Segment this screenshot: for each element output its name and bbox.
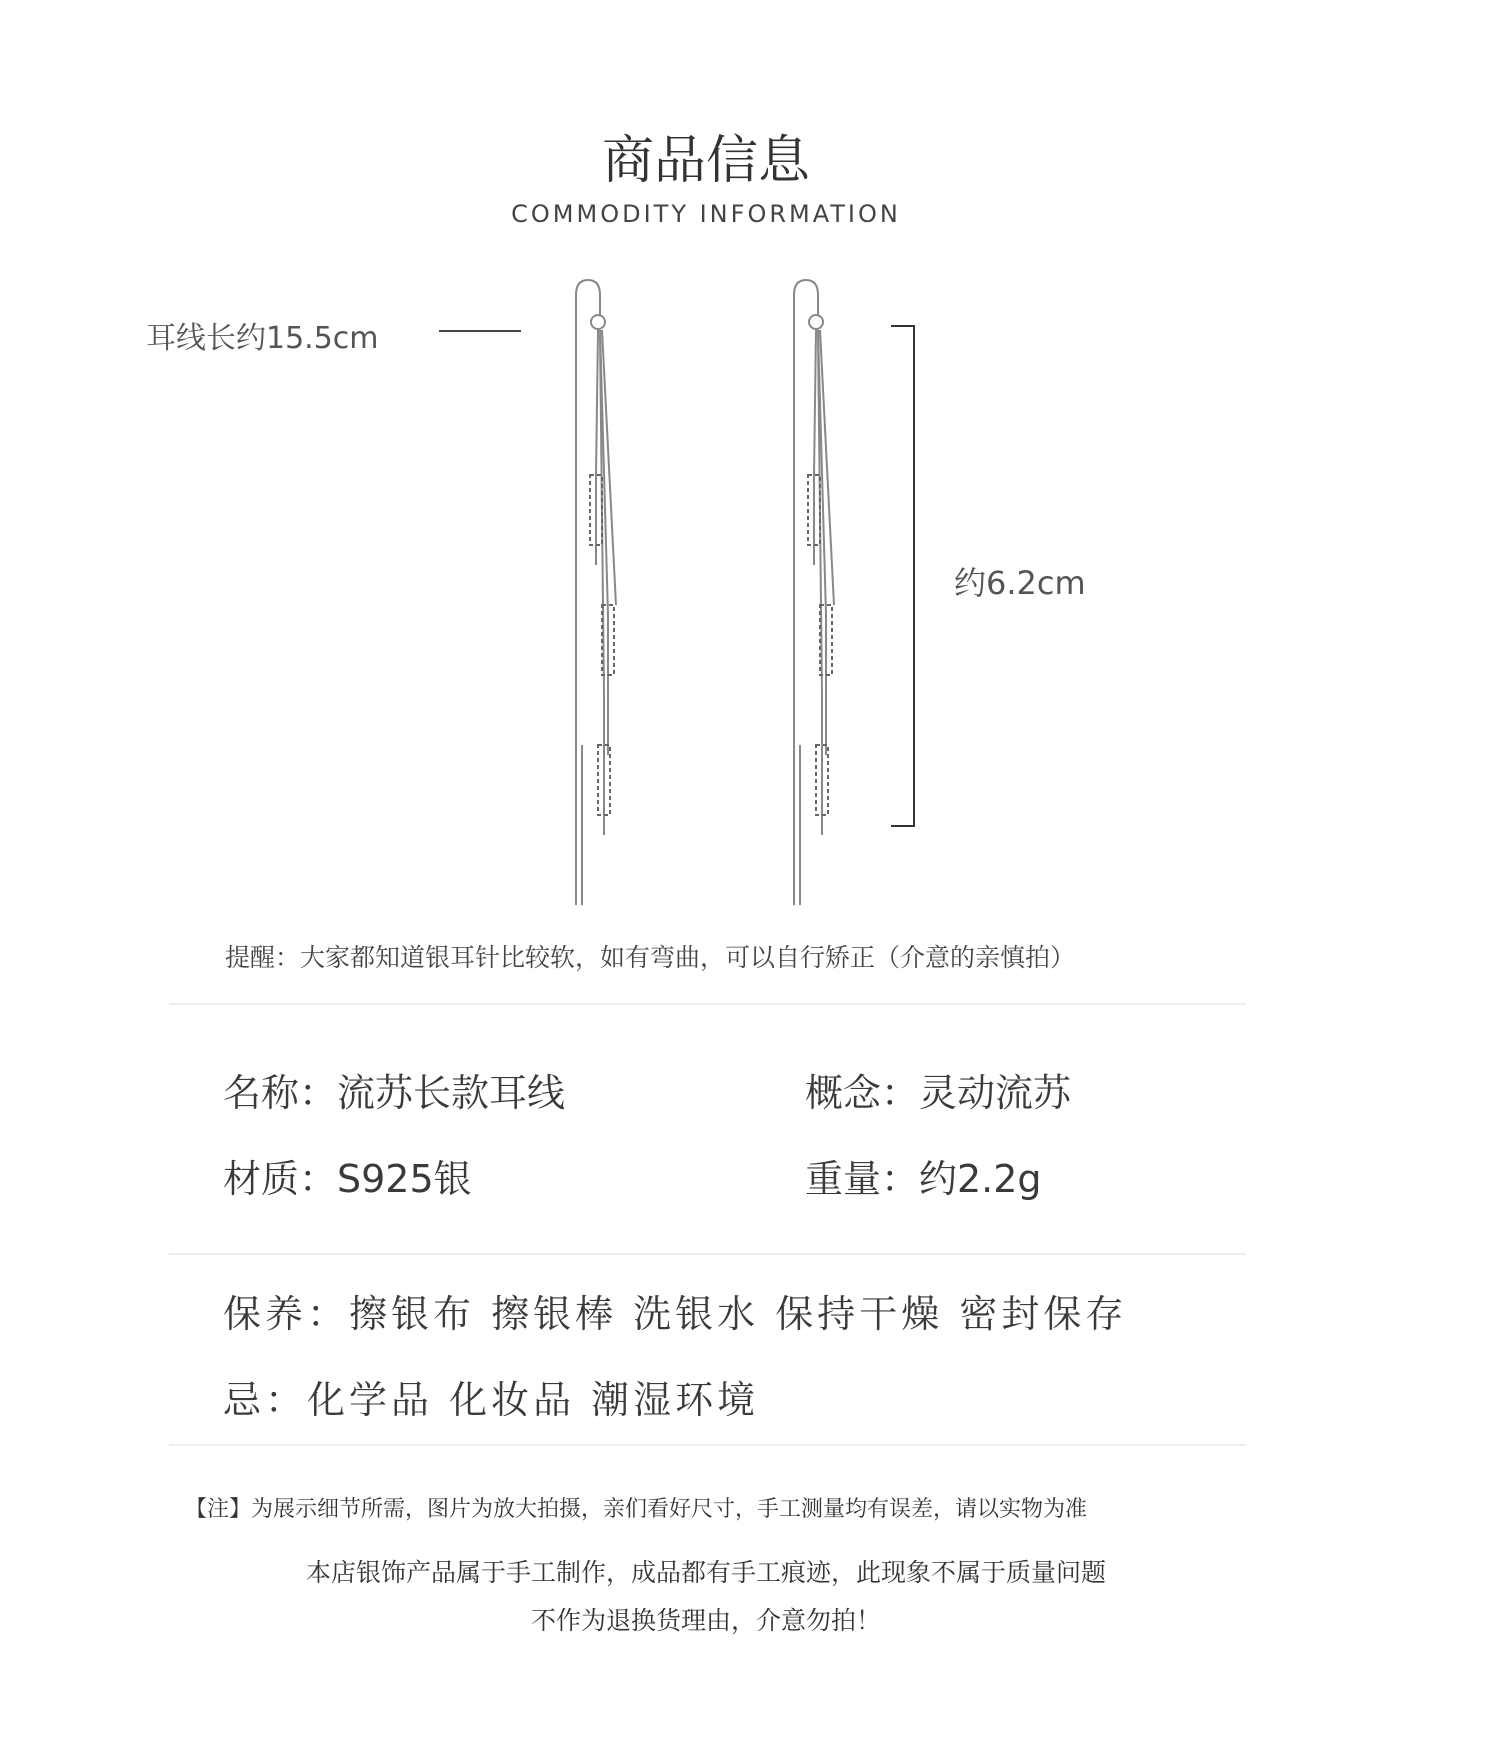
drop-length-bracket (891, 325, 915, 827)
note-text: 【注】为展示细节所需，图片为放大拍摄，亲们看好尺寸，手工测量均有误差，请以实物为准 (185, 1497, 1088, 1522)
spec-concept: 概念：灵动流苏 (805, 1071, 1072, 1115)
divider (169, 1003, 1246, 1005)
spec-material: 材质：S925银 (223, 1157, 472, 1201)
spec-name: 名称：流苏长款耳线 (223, 1071, 566, 1115)
drop-length-label: 约6.2cm (954, 564, 1086, 602)
divider (169, 1253, 1246, 1255)
page-subtitle: COMMODITY INFORMATION (511, 200, 901, 228)
thread-length-pointer (439, 330, 521, 332)
disclaimer-line-1: 本店银饰产品属于手工制作，成品都有手工痕迹，此现象不属于质量问题 (305, 1558, 1106, 1587)
thread-length-label: 耳线长约15.5cm (146, 321, 379, 356)
care-maintenance: 保养：擦银布 擦银棒 洗银水 保持干燥 密封保存 (223, 1292, 1128, 1336)
spec-weight: 重量：约2.2g (805, 1157, 1042, 1201)
disclaimer-line-2: 不作为退换货理由，介意勿拍！ (530, 1606, 881, 1635)
earrings-image (560, 275, 880, 915)
earring-left (576, 280, 616, 905)
care-avoid: 忌：化学品 化妆品 潮湿环境 (223, 1378, 760, 1422)
earring-right (794, 280, 834, 905)
reminder-text: 提醒：大家都知道银耳针比较软，如有弯曲，可以自行矫正（介意的亲慎拍） (225, 943, 1076, 972)
divider (169, 1444, 1246, 1446)
page-title: 商品信息 (601, 131, 810, 191)
